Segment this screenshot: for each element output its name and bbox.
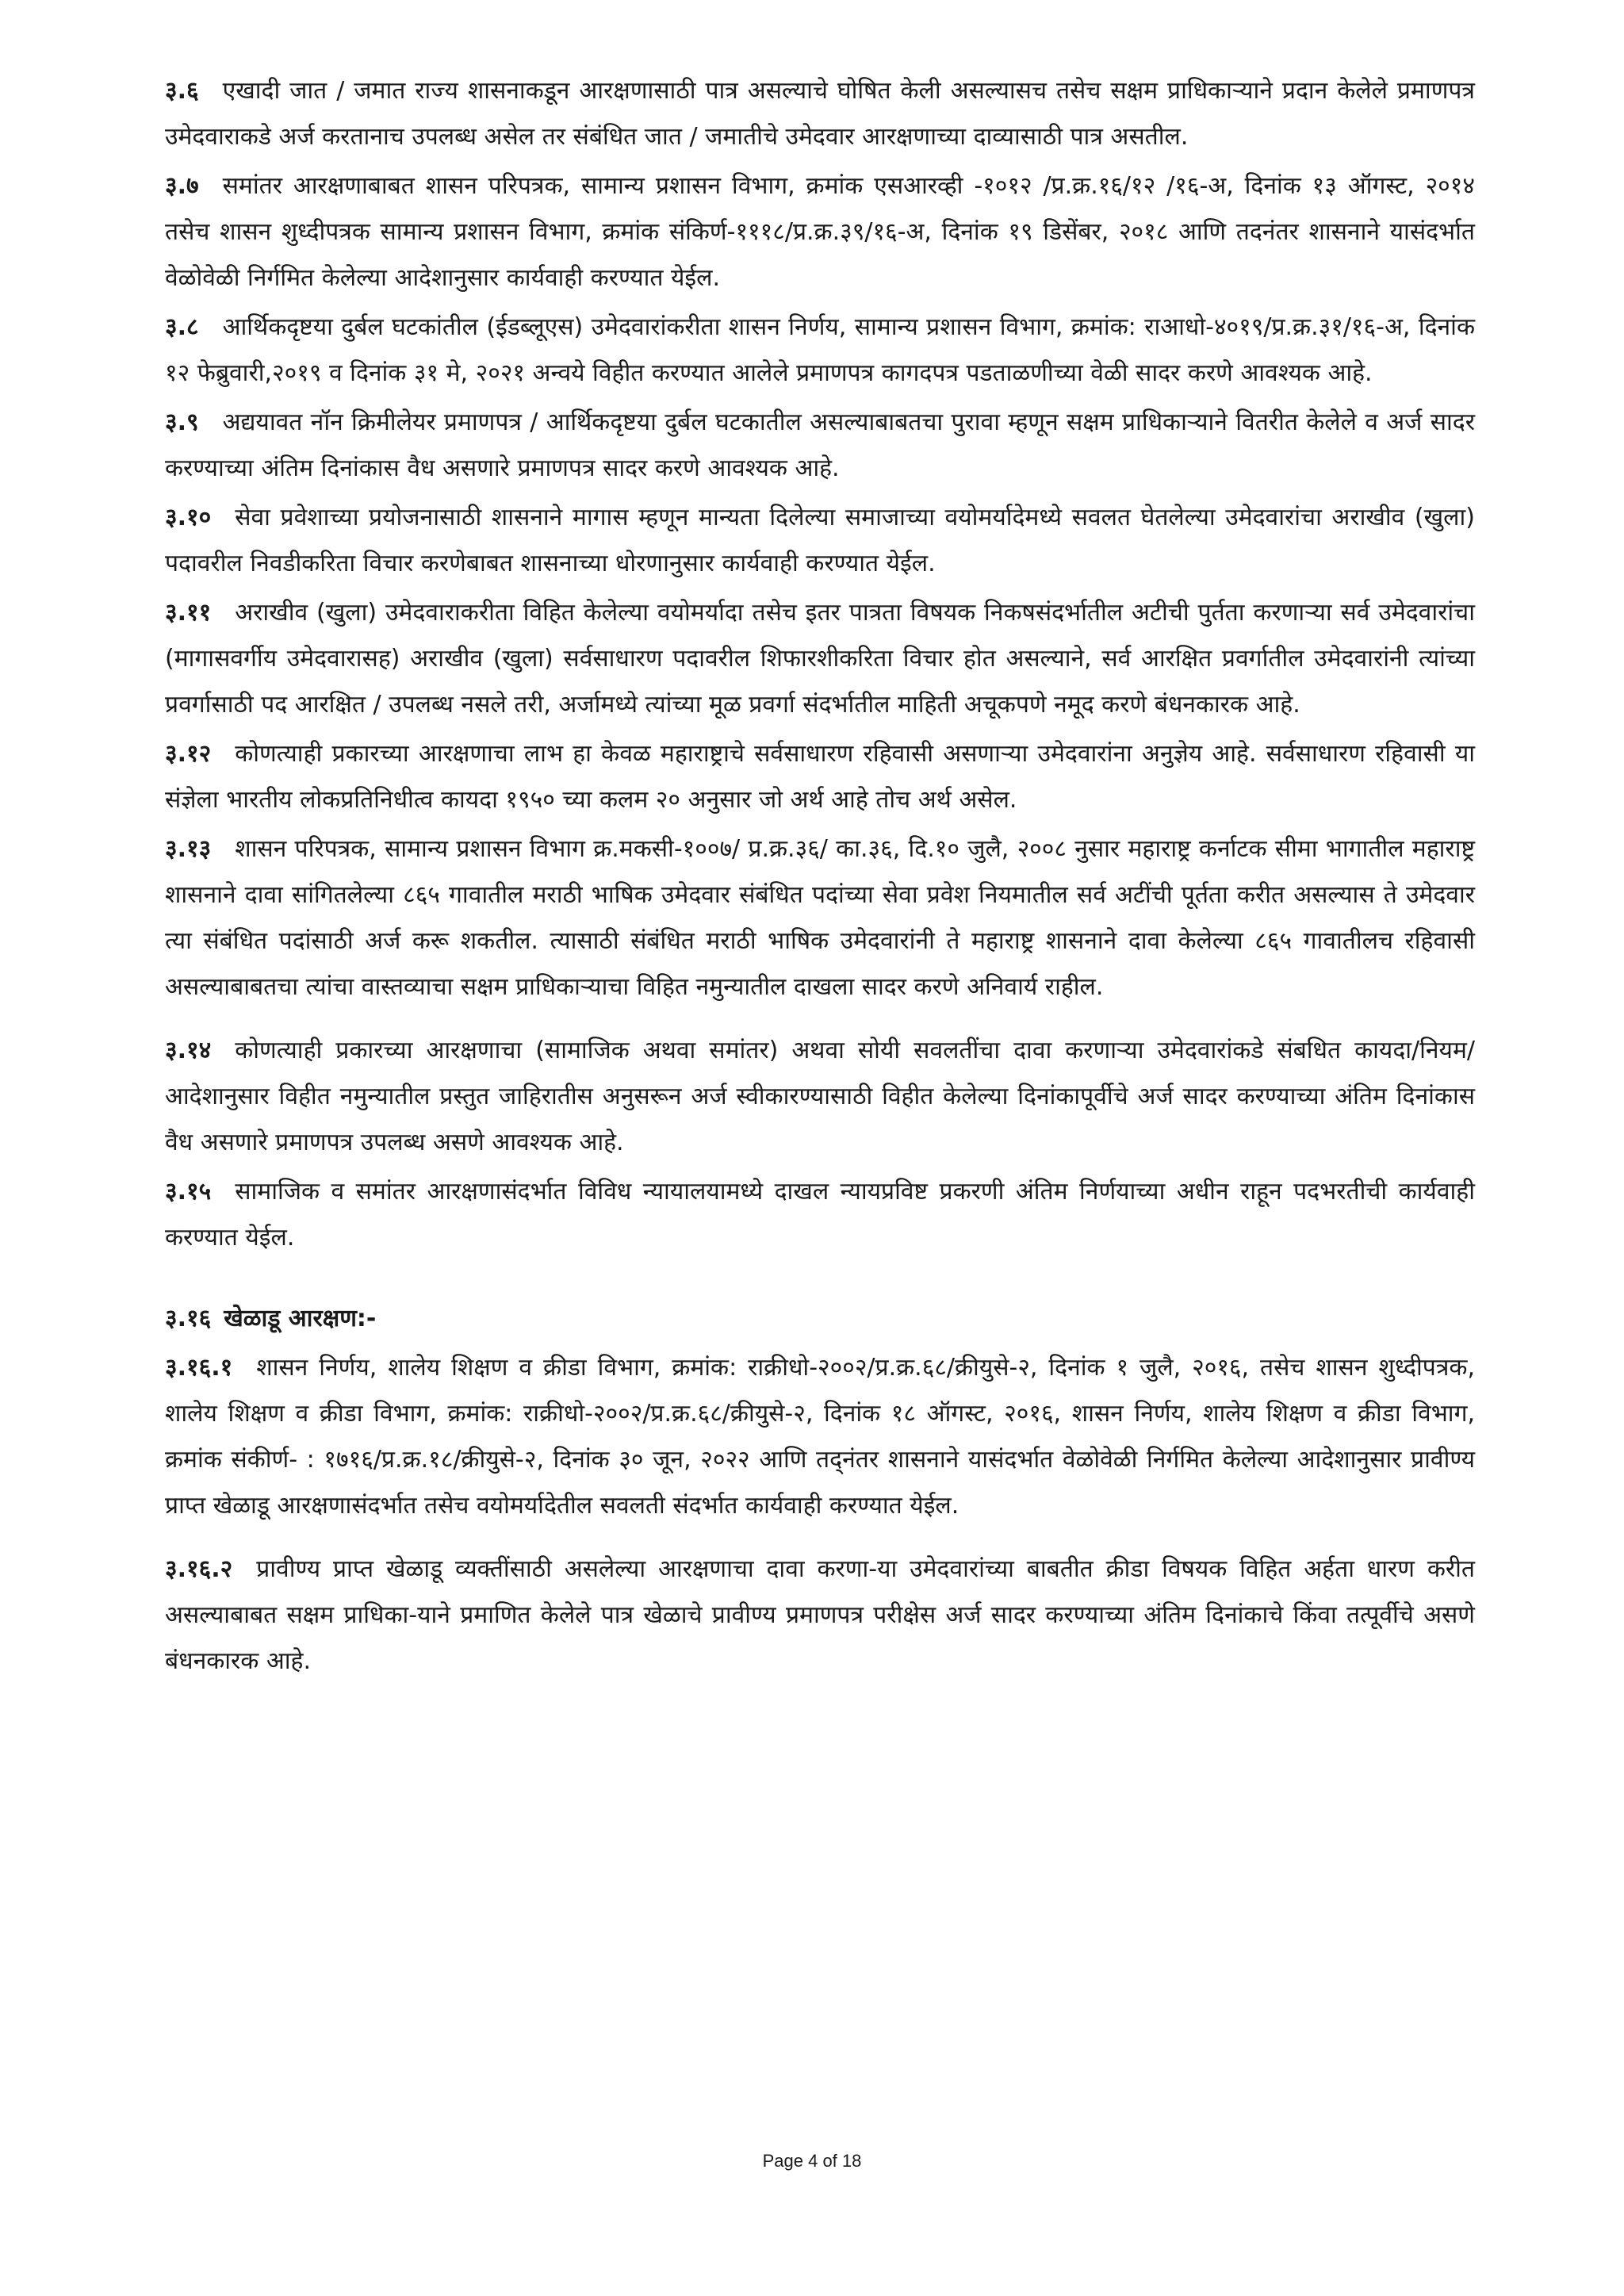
clause-number: ३.१६.१ bbox=[165, 1354, 233, 1382]
section-heading-text: खेळाडू आरक्षण:- bbox=[224, 1305, 377, 1332]
clause-3-9 bbox=[165, 400, 1475, 492]
clause-number: ३.१४ bbox=[165, 1037, 212, 1064]
clause-text: अद्ययावत नॉन क्रिमीलेयर प्रमाणपत्र / आर्थिकदृष्टया दुर्बल घटकातील असल्याबाबतचा पुरावा म्हणून सक्षम प्राधिकाऱ्याने वितरीत केलेले व अर्ज सादर करण्याच्या अंतिम दिनांकास वैध असणारे प्रमाणपत्र सादर करणे आवश्यक आहे. bbox=[165, 408, 1475, 482]
clause-text: कोणत्याही प्रकारच्या आरक्षणाचा लाभ हा केवळ महाराष्ट्राचे सर्वसाधारण रहिवासी असणाऱ्या उमेदवारांना अनुज्ञेय आहे. सर्वसाधारण रहिवासी या संज्ञेला भारतीय लोकप्रतिनिधीत्व कायदा १९५० च्या कलम २० अनुसार जो अर्थ आहे तोच अर्थ असेल. bbox=[165, 740, 1475, 814]
clause-3-16-1 bbox=[165, 1345, 1475, 1529]
clause-number: ३.१० bbox=[165, 504, 212, 531]
clause-3-13 bbox=[165, 826, 1475, 1010]
clause-text: सामाजिक व समांतर आरक्षणासंदर्भात विविध न्यायालयामध्ये दाखल न्यायप्रविष्ट प्रकरणी अंतिम निर्णयाच्या अधीन राहून पदभरतीची कार्यवाही करण्यात येईल. bbox=[165, 1178, 1475, 1251]
clause-text: एखादी जात / जमात राज्य शासनाकडून आरक्षणासाठी पात्र असल्याचे घोषित केली असल्यासच तसेच सक्षम प्राधिकाऱ्याने प्रदान केलेले प्रमाणपत्र उमेदवाराकडे अर्ज करतानाच उपलब्ध असेल तर संबंधित जात / जमातीचे उमेदवार आरक्षणाच्या दाव्यासाठी पात्र असतील. bbox=[165, 77, 1475, 151]
clause-number: ३.६ bbox=[165, 77, 199, 105]
clause-number: ३.१६.२ bbox=[165, 1555, 233, 1583]
clause-3-14 bbox=[165, 1028, 1475, 1166]
clause-3-10 bbox=[165, 495, 1475, 587]
clause-number: ३.१३ bbox=[165, 835, 212, 863]
clause-number: ३.१५ bbox=[165, 1178, 212, 1205]
clause-3-7 bbox=[165, 163, 1475, 301]
document-page bbox=[165, 68, 1475, 1685]
clause-number: ३.९ bbox=[165, 408, 199, 436]
clause-text: अराखीव (खुला) उमेदवाराकरीता विहित केलेल्या वयोमर्यादा तसेच इतर पात्रता विषयक निकषसंदर्भातील अटीची पुर्तता करणाऱ्या सर्व उमेदवारांचा (मागासवर्गीय उमेदवारासह) अराखीव (खुला) सर्वसाधारण पदावरील शिफारशीकरिता विचार होत असल्याने, सर्व आरक्षित प्रवर्गातील उमेदवारांनी त्यांच्या प्रवर्गासाठी पद आरक्षित / उपलब्ध नसले तरी, अर्जामध्ये त्यांच्या मूळ प्रवर्गा संदर्भातील माहिती अचूकपणे नमूद करणे बंधनकारक आहे. bbox=[165, 599, 1475, 719]
page-footer bbox=[0, 2151, 1624, 2171]
clause-text: प्रावीण्य प्राप्त खेळाडू व्यक्तींसाठी असलेल्या आरक्षणाचा दावा करणा-या उमेदवारांच्या बाबतीत क्रीडा विषयक विहित अर्हता धारण करीत असल्याबाबत सक्षम प्राधिका-याने प्रमाणित केलेले पात्र खेळाचे प्रावीण्य प्रमाणपत्र परीक्षेस अर्ज सादर करण्याच्या अंतिम दिनांकाचे किंवा तत्पूर्वीचे असणे बंधनकारक आहे. bbox=[165, 1555, 1475, 1675]
clause-number: ३.८ bbox=[165, 313, 199, 341]
clause-3-6 bbox=[165, 68, 1475, 160]
clause-text: आर्थिकदृष्टया दुर्बल घटकांतील (ईडब्लूएस) उमेदवारांकरीता शासन निर्णय, सामान्य प्रशासन विभाग, क्रमांक: राआधो-४०१९/प्र.क्र.३१/१६-अ, दिनांक १२ फेब्रुवारी,२०१९ व दिनांक ३१ मे, २०२१ अन्वये विहीत करण्यात आलेले प्रमाणपत्र कागदपत्र पडताळणीच्या वेळी सादर करणे आवश्यक आहे. bbox=[165, 313, 1475, 387]
clause-text: सेवा प्रवेशाच्या प्रयोजनासाठी शासनाने मागास म्हणून मान्यता दिलेल्या समाजाच्या वयोमर्यादेमध्ये सवलत घेतलेल्या उमेदवारांचा अराखीव (खुला) पदावरील निवडीकरिता विचार करणेबाबत शासनाच्या धोरणानुसार कार्यवाही करण्यात येईल. bbox=[165, 504, 1475, 577]
section-heading-number: ३.१६ bbox=[165, 1305, 212, 1332]
clause-3-11 bbox=[165, 590, 1475, 728]
clause-number: ३.७ bbox=[165, 172, 199, 200]
clause-3-8 bbox=[165, 305, 1475, 397]
page-number: Page 4 of 18 bbox=[762, 2151, 862, 2171]
section-heading-sports-reservation bbox=[165, 1296, 1475, 1342]
clause-number: ३.१२ bbox=[165, 740, 212, 768]
clause-number: ३.११ bbox=[165, 599, 212, 627]
clause-text: शासन परिपत्रक, सामान्य प्रशासन विभाग क्र.मकसी-१००७/ प्र.क्र.३६/ का.३६, दि.१० जुलै, २००८ नुसार महाराष्ट्र कर्नाटक सीमा भागातील महाराष्ट्र शासनाने दावा सांगितलेल्या ८६५ गावातील मराठी भाषिक उमेदवार संबंधित पदांच्या सेवा प्रवेश नियमातील सर्व अटींची पूर्तता करीत असल्यास ते उमेदवार त्या संबंधित पदांसाठी अर्ज करू शकतील. त्यासाठी संबंधित मराठी भाषिक उमेदवारांनी ते महाराष्ट्र शासनाने दावा केलेल्या ८६५ गावातीलच रहिवासी असल्याबाबतचा त्यांचा वास्तव्याचा सक्षम प्राधिकाऱ्याचा विहित नमुन्यातील दाखला सादर करणे अनिवार्य राहील. bbox=[165, 835, 1475, 1001]
clause-3-16-2 bbox=[165, 1547, 1475, 1685]
clause-text: शासन निर्णय, शालेय शिक्षण व क्रीडा विभाग, क्रमांक: राक्रीधो-२००२/प्र.क्र.६८/क्रीयुसे-२, दिनांक १ जुलै, २०१६, तसेच शासन शुध्दीपत्रक, शालेय शिक्षण व क्रीडा विभाग, क्रमांक: राक्रीधो-२००२/प्र.क्र.६८/क्रीयुसे-२, दिनांक १८ ऑगस्ट, २०१६, शासन निर्णय, शालेय शिक्षण व क्रीडा विभाग, क्रमांक संकीर्ण- : १७१६/प्र.क्र.१८/क्रीयुसे-२, दिनांक ३० जून, २०२२ आणि तद्नंतर शासनाने यासंदर्भात वेळोवेळी निर्गमित केलेल्या आदेशानुसार प्रावीण्य प्राप्त खेळाडू आरक्षणासंदर्भात तसेच वयोमर्यादेतील सवलती संदर्भात कार्यवाही करण्यात येईल. bbox=[165, 1354, 1475, 1520]
clause-text: कोणत्याही प्रकारच्या आरक्षणाचा (सामाजिक अथवा समांतर) अथवा सोयी सवलतींचा दावा करणाऱ्या उमेदवारांकडे संबधित कायदा/नियम/आदेशानुसार विहीत नमुन्यातील प्रस्तुत जाहिरातीस अनुसरून अर्ज स्वीकारण्यासाठी विहीत केलेल्या दिनांकापूर्वीचे अर्ज सादर करण्याच्या अंतिम दिनांकास वैध असणारे प्रमाणपत्र उपलब्ध असणे आवश्यक आहे. bbox=[165, 1037, 1475, 1156]
clause-3-15 bbox=[165, 1169, 1475, 1261]
clause-3-12 bbox=[165, 731, 1475, 823]
clause-text: समांतर आरक्षणाबाबत शासन परिपत्रक, सामान्य प्रशासन विभाग, क्रमांक एसआरव्ही -१०१२ /प्र.क्र.१६/१२ /१६-अ, दिनांक १३ ऑगस्ट, २०१४ तसेच शासन शुध्दीपत्रक सामान्य प्रशासन विभाग, क्रमांक संकिर्ण-१११८/प्र.क्र.३९/१६-अ, दिनांक १९ डिसेंबर, २०१८ आणि तदनंतर शासनाने यासंदर्भात वेळोवेळी निर्गमित केलेल्या आदेशानुसार कार्यवाही करण्यात येईल. bbox=[165, 172, 1475, 292]
